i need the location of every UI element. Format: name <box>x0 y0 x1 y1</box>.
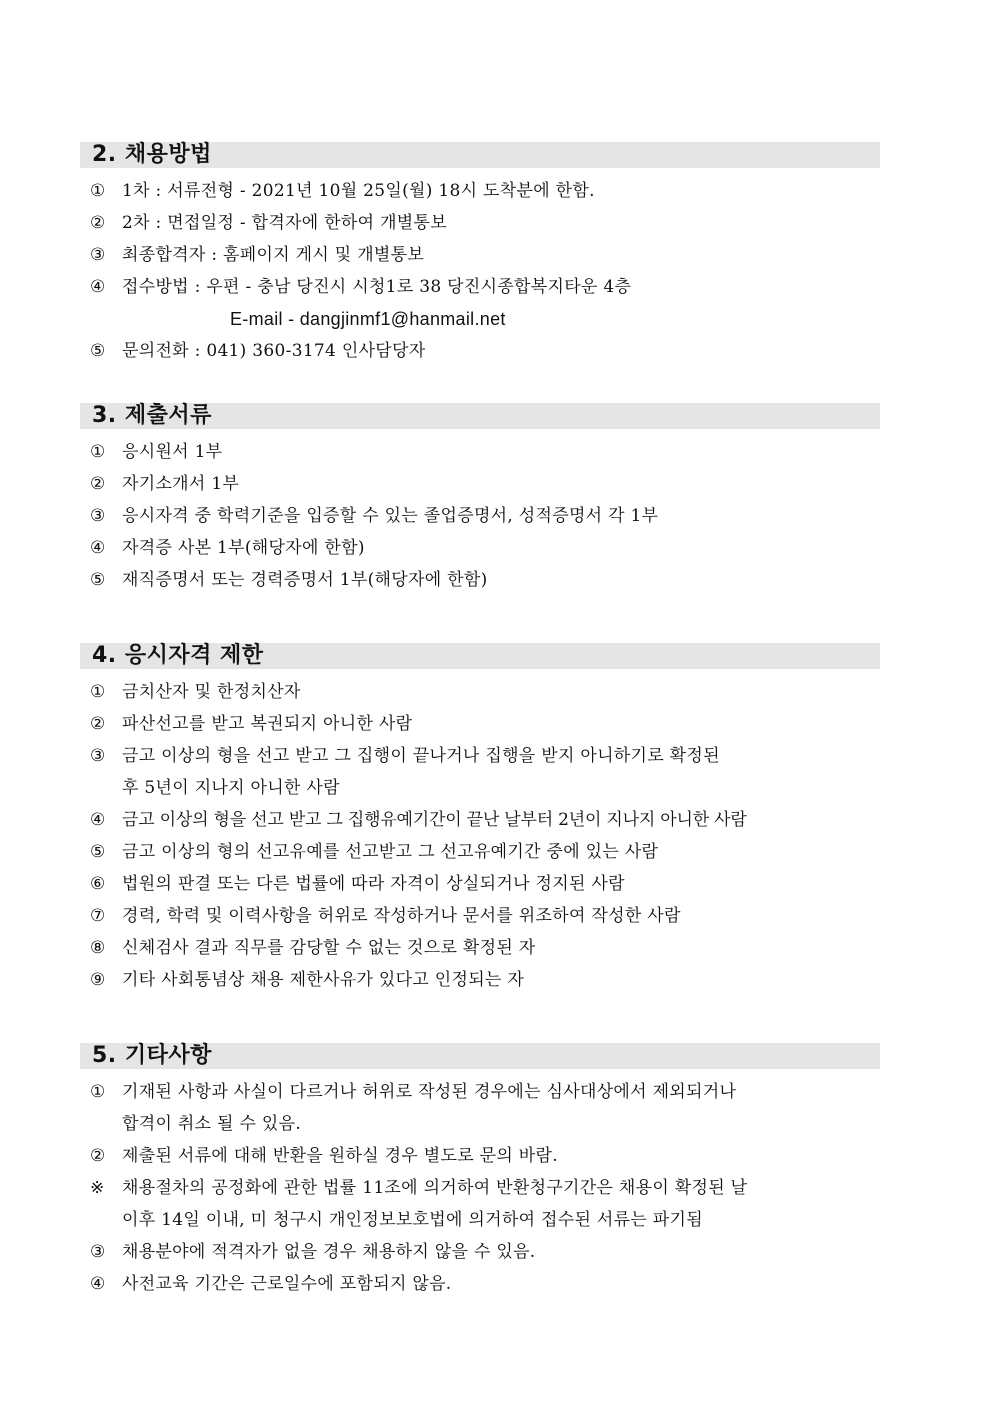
section-heading: 2. 채용방법 <box>80 142 880 168</box>
item-text: 채용절차의 공정화에 관한 법률 11조에 의거하여 반환청구기간은 채용이 확정된 날 <box>122 1178 748 1198</box>
email-line: E-mail - dangjinmf1@hanmail.net <box>230 309 506 329</box>
item-marker: ⑤ <box>90 341 106 361</box>
list-item <box>80 1172 880 1236</box>
list-item <box>80 207 880 239</box>
section-other-notes <box>80 1043 880 1300</box>
list-item <box>80 335 880 367</box>
list-item <box>80 964 880 996</box>
item-text: 신체검사 결과 직무를 감당할 수 없는 것으로 확정된 자 <box>122 938 536 958</box>
item-list <box>80 175 880 367</box>
item-text: 문의전화 : 041) 360-3174 인사담당자 <box>122 341 426 361</box>
item-marker: ※ <box>90 1178 105 1198</box>
section-heading: 5. 기타사항 <box>80 1043 880 1069</box>
item-marker: ④ <box>90 538 106 558</box>
item-marker: ⑤ <box>90 842 106 862</box>
item-text: 접수방법 : 우편 - 충남 당진시 시청1로 38 당진시종합복지타운 4층 <box>122 277 632 297</box>
section-heading: 4. 응시자격 제한 <box>80 643 880 669</box>
list-item <box>80 932 880 964</box>
item-list <box>80 436 880 596</box>
item-text-continued: 이후 14일 이내, 미 청구시 개인정보보호법에 의거하여 접수된 서류는 파기됨 <box>122 1210 703 1230</box>
item-text: 1차 : 서류전형 - 2021년 10월 25일(월) 18시 도착분에 한함. <box>122 181 595 201</box>
list-item <box>80 532 880 564</box>
item-list <box>80 1076 880 1300</box>
item-text: 최종합격자 : 홈페이지 게시 및 개별통보 <box>122 245 425 265</box>
item-text-continued: 합격이 취소 될 수 있음. <box>122 1114 302 1134</box>
item-marker: ① <box>90 181 106 201</box>
list-item <box>80 500 880 532</box>
list-item <box>80 836 880 868</box>
item-text: 금고 이상의 형을 선고 받고 그 집행유예기간이 끝난 날부터 2년이 지나지 아니한 사람 <box>122 810 747 830</box>
item-marker: ② <box>90 714 106 734</box>
item-marker: ④ <box>90 1274 106 1294</box>
item-text: 자격증 사본 1부(해당자에 한함) <box>122 538 365 558</box>
item-marker: ③ <box>90 245 106 265</box>
list-item <box>80 468 880 500</box>
item-text: 2차 : 면접일정 - 합격자에 한하여 개별통보 <box>122 213 447 233</box>
item-marker: ⑨ <box>90 970 106 990</box>
item-marker: ① <box>90 682 106 702</box>
item-marker: ⑤ <box>90 570 106 590</box>
list-item <box>80 271 880 335</box>
list-item <box>80 1268 880 1300</box>
list-item <box>80 436 880 468</box>
list-item <box>80 1236 880 1268</box>
item-text: 응시원서 1부 <box>122 442 223 462</box>
list-item <box>80 1140 880 1172</box>
item-text: 금고 이상의 형을 선고 받고 그 집행이 끝나거나 집행을 받지 아니하기로 확정된 <box>122 746 720 766</box>
list-item <box>80 175 880 207</box>
list-item <box>80 708 880 740</box>
item-text: 응시자격 중 학력기준을 입증할 수 있는 졸업증명서, 성적증명서 각 1부 <box>122 506 659 526</box>
item-marker: ② <box>90 474 106 494</box>
item-marker: ④ <box>90 810 106 830</box>
item-text: 경력, 학력 및 이력사항을 허위로 작성하거나 문서를 위조하여 작성한 사람 <box>122 906 681 926</box>
list-item <box>80 239 880 271</box>
list-item <box>80 804 880 836</box>
item-text: 제출된 서류에 대해 반환을 원하실 경우 별도로 문의 바람. <box>122 1146 558 1166</box>
item-text: 사전교육 기간은 근로일수에 포함되지 않음. <box>122 1274 452 1294</box>
section-documents <box>80 403 880 596</box>
item-text: 기타 사회통념상 채용 제한사유가 있다고 인정되는 자 <box>122 970 525 990</box>
section-recruitment-method <box>80 142 880 367</box>
item-marker: ② <box>90 213 106 233</box>
section-heading: 3. 제출서류 <box>80 403 880 429</box>
list-item <box>80 676 880 708</box>
item-text: 채용분야에 적격자가 없을 경우 채용하지 않을 수 있음. <box>122 1242 536 1262</box>
item-marker: ③ <box>90 1242 106 1262</box>
item-text: 금고 이상의 형의 선고유예를 선고받고 그 선고유예기간 중에 있는 사람 <box>122 842 659 862</box>
list-item <box>80 740 880 804</box>
item-marker: ① <box>90 442 106 462</box>
item-text: 기재된 사항과 사실이 다르거나 허위로 작성된 경우에는 심사대상에서 제외되거나 <box>122 1082 737 1102</box>
item-marker: ⑥ <box>90 874 106 894</box>
item-marker: ⑦ <box>90 906 106 926</box>
item-text: 파산선고를 받고 복권되지 아니한 사람 <box>122 714 413 734</box>
item-marker: ④ <box>90 277 106 297</box>
list-item <box>80 868 880 900</box>
item-marker: ⑧ <box>90 938 106 958</box>
list-item <box>80 564 880 596</box>
item-marker: ③ <box>90 746 106 766</box>
item-text: 법원의 판결 또는 다른 법률에 따라 자격이 상실되거나 정지된 사람 <box>122 874 625 894</box>
item-marker: ② <box>90 1146 106 1166</box>
item-text: 자기소개서 1부 <box>122 474 240 494</box>
list-item <box>80 1076 880 1140</box>
list-item <box>80 900 880 932</box>
item-marker: ③ <box>90 506 106 526</box>
item-list <box>80 676 880 996</box>
item-text: 금치산자 및 한정치산자 <box>122 682 301 702</box>
item-text-continued: 후 5년이 지나지 아니한 사람 <box>122 778 340 798</box>
item-text: 재직증명서 또는 경력증명서 1부(해당자에 한함) <box>122 570 488 590</box>
item-marker: ① <box>90 1082 106 1102</box>
section-restrictions <box>80 643 880 996</box>
